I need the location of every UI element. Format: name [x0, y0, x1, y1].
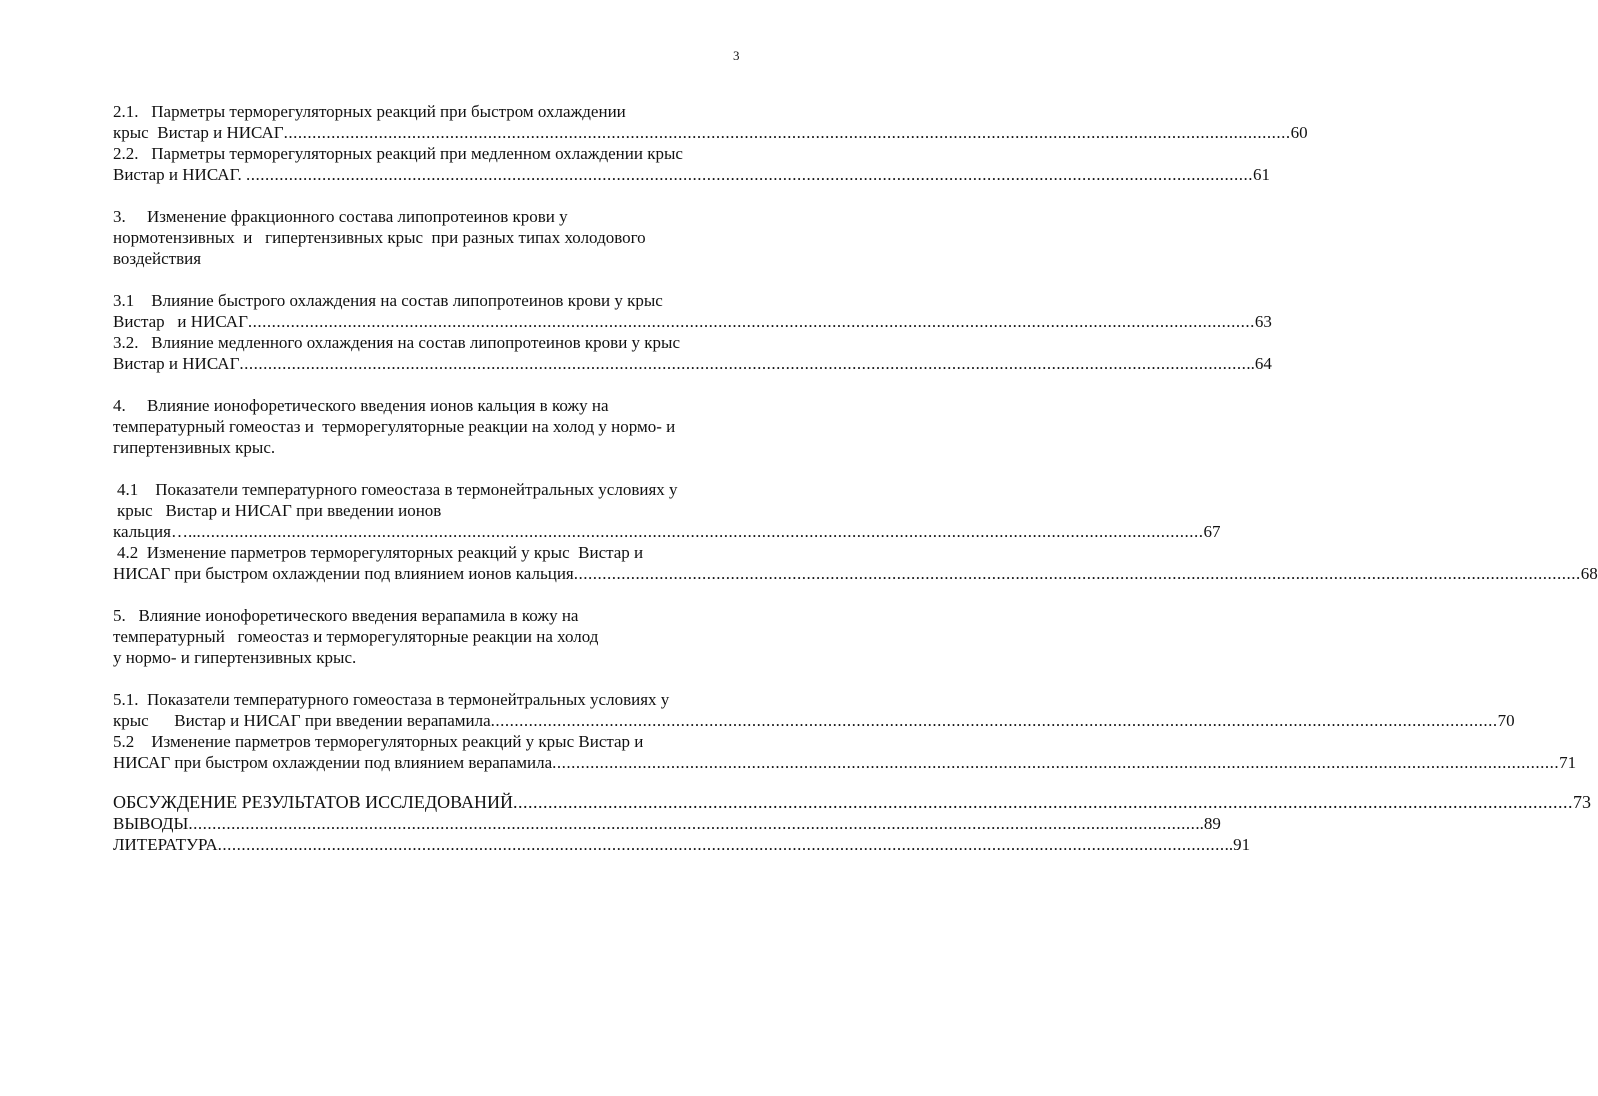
toc-entry-text: НИСАГ при быстром охлаждении под влиянием ионов кальция [113, 564, 574, 583]
toc-entry-conclusions[interactable] [113, 813, 1221, 834]
toc-section-title: гипертензивных крыс. [113, 438, 276, 457]
toc-entry-text: крыс Вистар и НИСАГ при введении ионов [117, 501, 442, 520]
leader-dots: .................................................................................................................................................................................................................... [217, 835, 1225, 854]
toc-section-title: 4. Влияние ионофоретического введения ионов кальция в кожу на [113, 396, 609, 415]
toc-entry-text: 2.1. Парметры терморегуляторных реакций при быстром охлаждении [113, 102, 626, 121]
toc-entry-5-1[interactable] [113, 689, 1515, 731]
toc-entry-discussion[interactable] [113, 792, 1592, 813]
leader-dots: .................................................................................................................................................................................................................... [513, 792, 1574, 812]
leader-dots: .................................................................................................................................................................................................................... [283, 123, 1291, 142]
toc-entry-4-2[interactable] [113, 542, 1598, 584]
toc-page-number: 60 [1290, 123, 1308, 142]
leader-dots: .................................................................................................................................................................................................................... [246, 165, 1253, 184]
toc-section-title: температурный гомеостаз и терморегуляторные реакции на холод у нормо- и [113, 417, 676, 436]
toc-section-title: у нормо- и гипертензивных крыс. [113, 648, 357, 667]
toc-section-title: воздействия [113, 249, 202, 268]
toc-entry-text: 4.2 Изменение парметров терморегуляторных реакций у крыс Вистар и [117, 543, 644, 562]
page-number: 3 [733, 48, 740, 63]
toc-entry-text: Вистар и НИСАГ [113, 312, 248, 331]
toc-entry-text: кальция….. [113, 522, 197, 541]
toc-page-number: ..91 [1224, 835, 1251, 854]
toc-entry-text: 3.2. Влияние медленного охлаждения на состав липопротеинов крови у крыс [113, 333, 681, 352]
toc-section-5[interactable] [113, 605, 743, 668]
toc-page-number: 68 [1580, 564, 1598, 583]
leader-dots: .................................................................................................................................................................................................................... [239, 354, 1247, 373]
toc-entry-text: крыс Вистар и НИСАГ при введении верапамила [113, 711, 491, 730]
toc-entry-text: НИСАГ при быстром охлаждении под влиянием верапамила [113, 753, 553, 772]
leader-dots: .................................................................................................................................................................................................................... [573, 564, 1581, 583]
toc-entry-3-1[interactable] [113, 290, 1272, 332]
toc-section-title: 5. Влияние ионофоретического введения верапамила в кожу на [113, 606, 579, 625]
toc-page-number: 67 [1203, 522, 1221, 541]
toc-entry-text: Вистар и НИСАГ. [113, 165, 246, 184]
toc-entry-5-2[interactable] [113, 731, 1577, 773]
toc-entry-text: 5.1. Показатели температурного гомеостаза в термонейтральных условиях у [113, 690, 670, 709]
toc-page-number: 73 [1573, 792, 1592, 812]
toc-page-number: 61 [1253, 165, 1270, 184]
toc-page-number: 70 [1497, 711, 1515, 730]
toc-entry-text: 2.2. Парметры терморегуляторных реакций при медленном охлаждении крыс [113, 144, 683, 163]
toc-entry-text: ВЫВОДЫ [113, 814, 189, 833]
toc-section-3[interactable] [113, 206, 743, 269]
toc-entry-2-1[interactable] [113, 101, 1308, 143]
toc-page-number: 63 [1254, 312, 1272, 331]
toc-entry-text: крыс Вистар и НИСАГ [113, 123, 284, 142]
leader-dots: .................................................................................................................................................................................................................... [196, 522, 1204, 541]
toc-entry-text: ЛИТЕРАТУРА [113, 835, 218, 854]
toc-entry-3-2[interactable] [113, 332, 1272, 374]
toc-section-title: 3. Изменение фракционного состава липопротеинов крови у [113, 207, 568, 226]
toc-page-number: 71 [1559, 753, 1577, 772]
toc-page-number: ..64 [1246, 354, 1272, 373]
toc-entry-2-2[interactable] [113, 143, 1270, 185]
toc-entry-text: 5.2 Изменение парметров терморегуляторных реакций у крыс Вистар и [113, 732, 644, 751]
leader-dots: .................................................................................................................................................................................................................... [552, 753, 1560, 772]
toc-section-title: температурный гомеостаз и терморегуляторные реакции на холод [113, 627, 599, 646]
toc-entry-4-1[interactable] [113, 479, 1221, 542]
toc-section-4[interactable] [113, 395, 743, 458]
table-of-contents [113, 101, 1598, 855]
leader-dots: .................................................................................................................................................................................................................... [247, 312, 1255, 331]
toc-page-number: ..89 [1195, 814, 1221, 833]
toc-entry-text: Вистар и НИСАГ [113, 354, 240, 373]
leader-dots: .................................................................................................................................................................................................................... [188, 814, 1196, 833]
toc-entry-text: 4.1 Показатели температурного гомеостаза в термонейтральных условиях у [117, 480, 678, 499]
toc-entry-literature[interactable] [113, 834, 1251, 855]
toc-entry-text: 3.1 Влияние быстрого охлаждения на состав липопротеинов крови у крыс [113, 291, 663, 310]
toc-entry-text: ОБСУЖДЕНИЕ РЕЗУЛЬТАТОВ ИССЛЕДОВАНИЙ [113, 792, 514, 812]
leader-dots: .................................................................................................................................................................................................................... [490, 711, 1498, 730]
toc-section-title: нормотензивных и гипертензивных крыс при разных типах холодового [113, 228, 646, 247]
